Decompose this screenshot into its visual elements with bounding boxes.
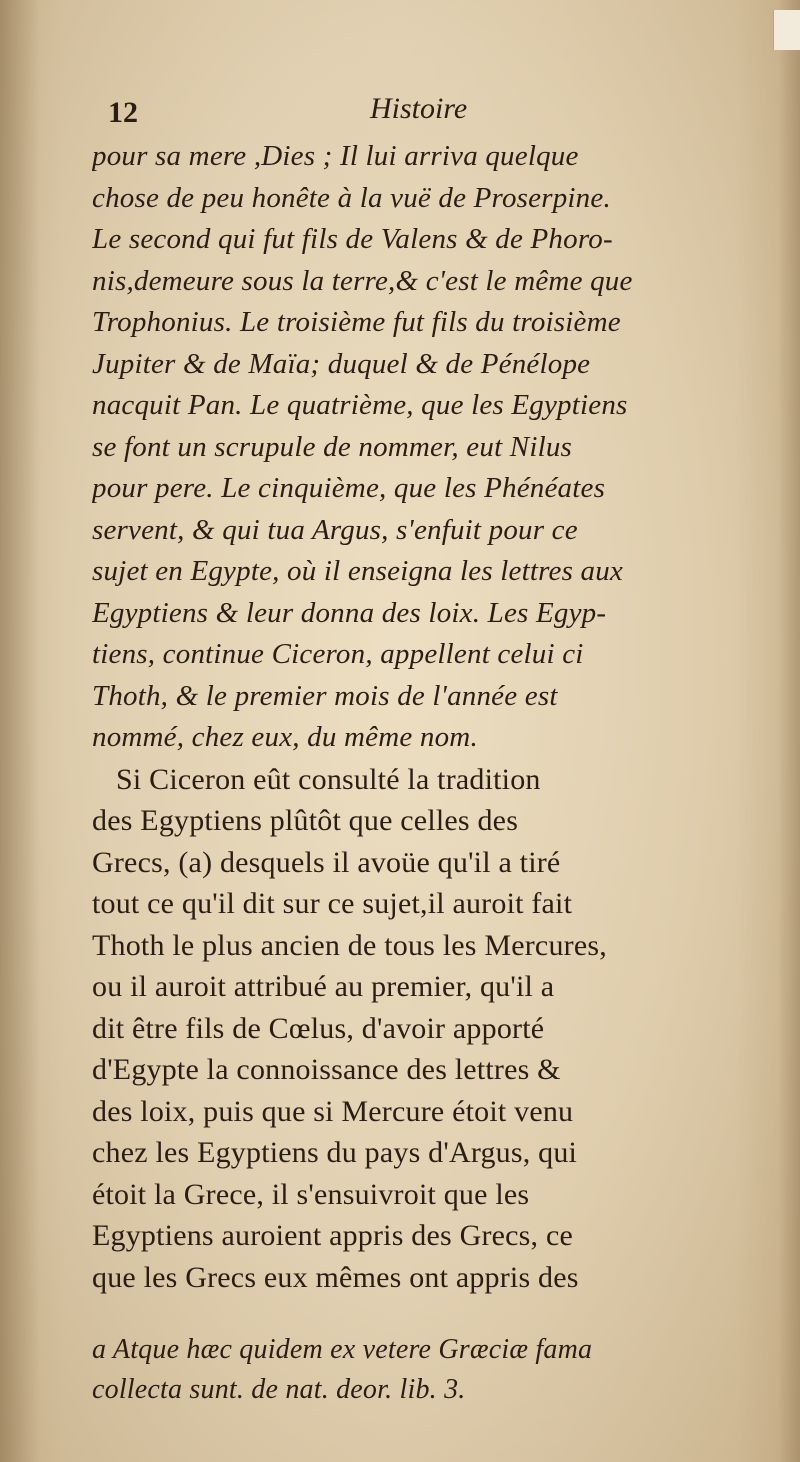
text-line: d'Egypte la connoissance des lettres & xyxy=(92,1053,561,1086)
text-line: chez les Egyptiens du pays d'Argus, qui xyxy=(92,1136,578,1169)
text-line: se font un scrupule de nommer, eut Nilus xyxy=(92,430,573,463)
text-line: étoit la Grece, il s'ensuivroit que les xyxy=(92,1177,530,1211)
text-line: des Egyptiens plûtôt que celles des xyxy=(92,804,519,837)
text-line: nis,demeure sous la terre,& c'est le même que xyxy=(92,264,633,297)
page-tab xyxy=(773,10,800,50)
text-line: Grecs, (a) desquels il avoüe qu'il a tiré xyxy=(92,845,561,879)
text-line: dit être fils de Cœlus, d'avoir apporté xyxy=(92,1011,545,1045)
text-line: nacquit Pan. Le quatrième, que les Egyptiens xyxy=(92,389,628,421)
page-header xyxy=(108,92,758,132)
footnote-line: a Atque hæc quidem ex vetere Græciæ fama xyxy=(92,1334,593,1365)
text-line: Jupiter & de Maïa; duquel & de Pénélope xyxy=(92,347,591,380)
text-line: Thoth, & le premier mois de l'année est xyxy=(92,679,558,712)
text-line: ou il auroit attribué au premier, qu'il a xyxy=(92,970,555,1003)
text-line: Thoth le plus ancien de tous les Mercures, xyxy=(92,928,607,962)
text-line: Trophonius. Le troisième fut fils du troisième xyxy=(92,306,621,338)
text-line: Egyptiens & leur donna des loix. Les Egyp- xyxy=(92,596,607,629)
text-line: nommé, chez eux, du même nom. xyxy=(92,721,478,753)
running-title: Histoire xyxy=(370,92,468,125)
text-line: chose de peu honête à la vuë de Proserpine. xyxy=(92,181,611,214)
text-line: que les Grecs eux mêmes ont appris des xyxy=(92,1260,579,1294)
text-line: des loix, puis que si Mercure étoit venu xyxy=(92,1094,574,1128)
text-line: pour sa mere ,Dies ; Il lui arriva quelque xyxy=(92,140,579,172)
main-text xyxy=(92,136,768,1298)
text-line: sujet en Egypte, où il enseigna les lettres aux xyxy=(92,555,624,587)
text-line: Egyptiens auroient appris des Grecs, ce xyxy=(92,1219,573,1252)
text-line: Le second qui fut fils de Valens & de Phoro- xyxy=(92,223,613,255)
text-line: tout ce qu'il dit sur ce sujet,il auroit fait xyxy=(92,887,573,920)
footnote xyxy=(92,1330,768,1410)
page-number: 12 xyxy=(108,96,138,129)
gutter-shadow xyxy=(0,0,40,1462)
text-line: servent, & qui tua Argus, s'enfuit pour ce xyxy=(92,513,578,546)
text-line: Si Ciceron eût consulté la tradition xyxy=(116,762,541,796)
text-line: pour pere. Le cinquième, que les Phénéates xyxy=(92,472,606,504)
text-line: tiens, continue Ciceron, appellent celui ci xyxy=(92,638,584,670)
footnote-line: collecta sunt. de nat. deor. lib. 3. xyxy=(92,1374,466,1405)
page-edge xyxy=(778,0,800,1462)
